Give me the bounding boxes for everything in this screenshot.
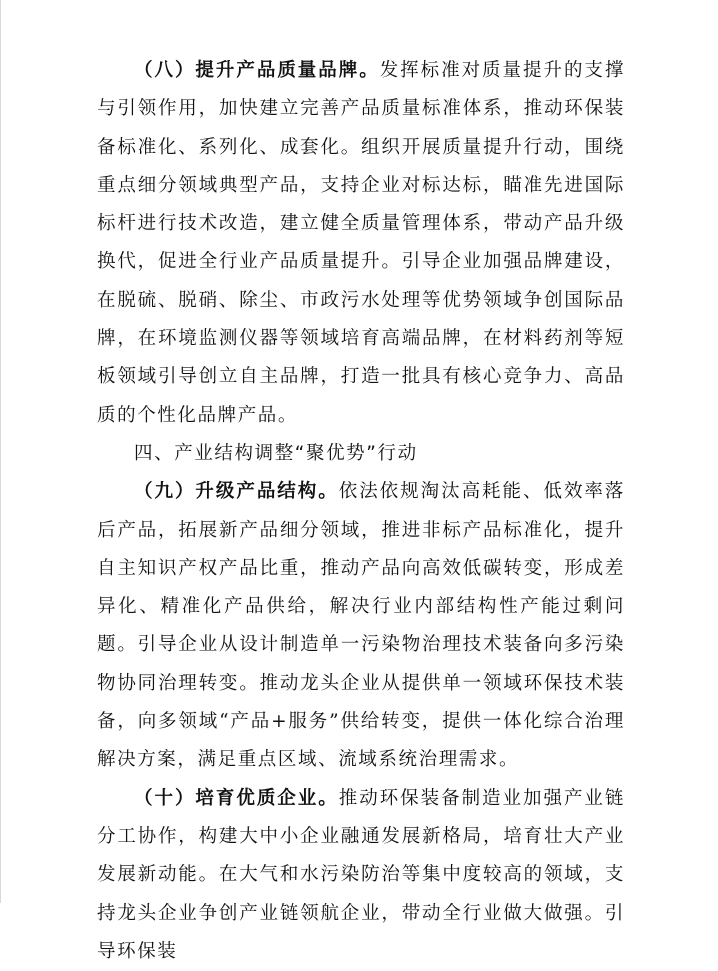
document-page (97, 52, 625, 971)
paragraph-10-body: 推动环保装备制造业加强产业链分工协作，构建大中小企业融通发展新格局，培育壮大产业发展新动能。在大气和水污染防治等集中度较高的领域，支持龙头企业争创产业链领航企业，带动全行业做大做强。引导环保装 (97, 787, 625, 962)
paragraph-8 (97, 52, 625, 435)
paragraph-8-body: 发挥标准对质量提升的支撑与引领作用，加快建立完善产品质量标准体系，推动环保装备标准化、系列化、成套化。组织开展质量提升行动，围绕重点细分领域典型产品，支持企业对标达标，瞄准先进国际标杆进行技术改造，建立健全质量管理体系，带动产品升级换代，促进全行业产品质量提升。引导企业加强品牌建设，在脱硫、脱硝、除尘、市政污水处理等优势领域争创国际品牌，在环境监测仪器等领域培育高端品牌，在材料药剂等短板领域引导创立自主品牌，打造一批具有核心竞争力、高品质的个性化品牌产品。 (97, 60, 625, 426)
paragraph-9 (97, 473, 625, 779)
paragraph-9-lead: （九）升级产品结构。 (134, 481, 339, 503)
paragraph-8-lead: （八）提升产品质量品牌。 (134, 60, 380, 81)
paragraph-9-body: 依法依规淘汰高耗能、低效率落后产品，拓展新产品细分领域，推进非标产品标准化，提升自主知识产权产品比重，推动产品向高效低碳转变，形成差异化、精准化产品供给，解决行业内部结构性产能过剩问题。引导企业从设计制造单一污染物治理技术装备向多污染物协同治理转变。推动龙头企业从提供单一领域环保技术装备，向多领域“产品+服务”供给转变，提供一体化综合治理解决方案，满足重点区域、流域系统治理需求。 (97, 481, 625, 771)
paragraph-10-lead: （十）培育优质企业。 (134, 787, 339, 809)
page-left-edge (0, 0, 1, 903)
paragraph-10 (97, 780, 625, 971)
section-4-heading: 四、产业结构调整“聚优势”行动 (134, 442, 418, 464)
